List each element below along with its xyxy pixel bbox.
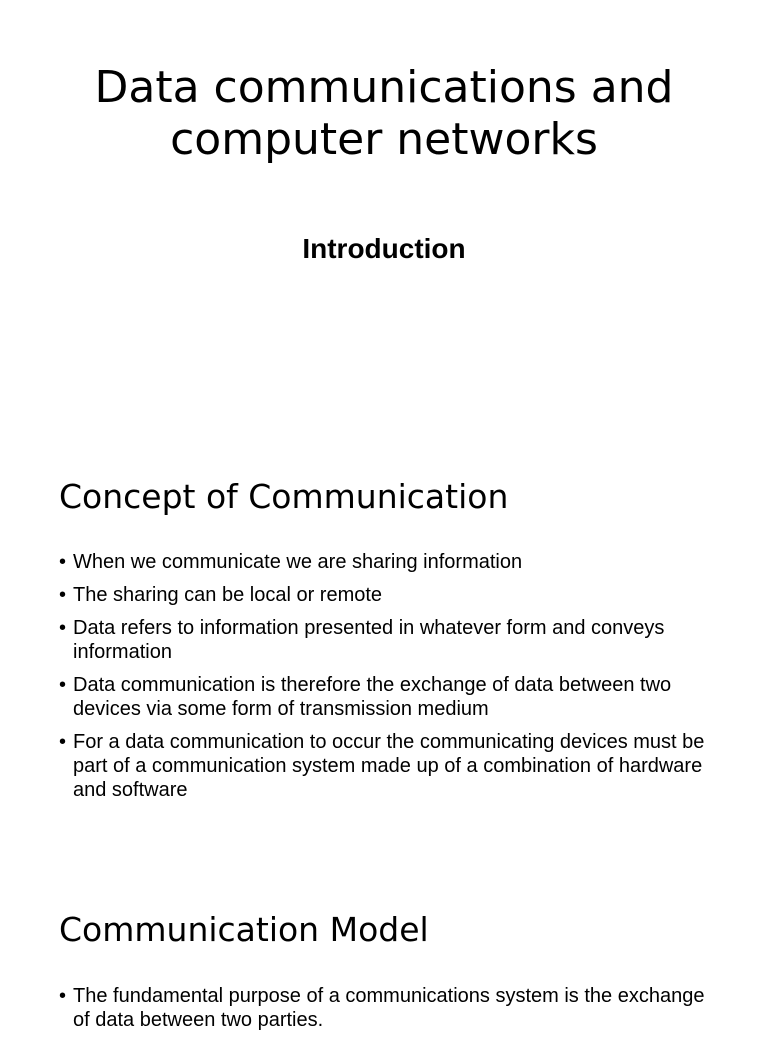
bullet-list <box>59 550 709 811</box>
bullet-item: • The fundamental purpose of a communications system is the exchange of data between two parties. <box>59 984 709 1032</box>
bullet-item: • Data communication is therefore the exchange of data between two devices via some form of transmission medium <box>59 673 709 721</box>
bullet-item: • The sharing can be local or remote <box>59 583 709 607</box>
slide-heading: Concept of Communication <box>59 477 509 516</box>
bullet-item: • For a data communication to occur the communicating devices must be part of a communication system made up of a combination of hardware and software <box>59 730 709 802</box>
presentation-title: Data communications and computer networks <box>94 62 674 165</box>
bullet-item: • When we communicate we are sharing information <box>59 550 709 574</box>
bullet-list <box>59 984 709 1041</box>
title-slide <box>0 0 768 434</box>
slide-communication-model <box>0 868 768 1031</box>
presentation-subtitle: Introduction <box>302 233 466 264</box>
slide-heading: Communication Model <box>59 910 429 949</box>
bullet-item: • Data refers to information presented in whatever form and conveys information <box>59 616 709 664</box>
slide-concept-of-communication <box>0 434 768 868</box>
